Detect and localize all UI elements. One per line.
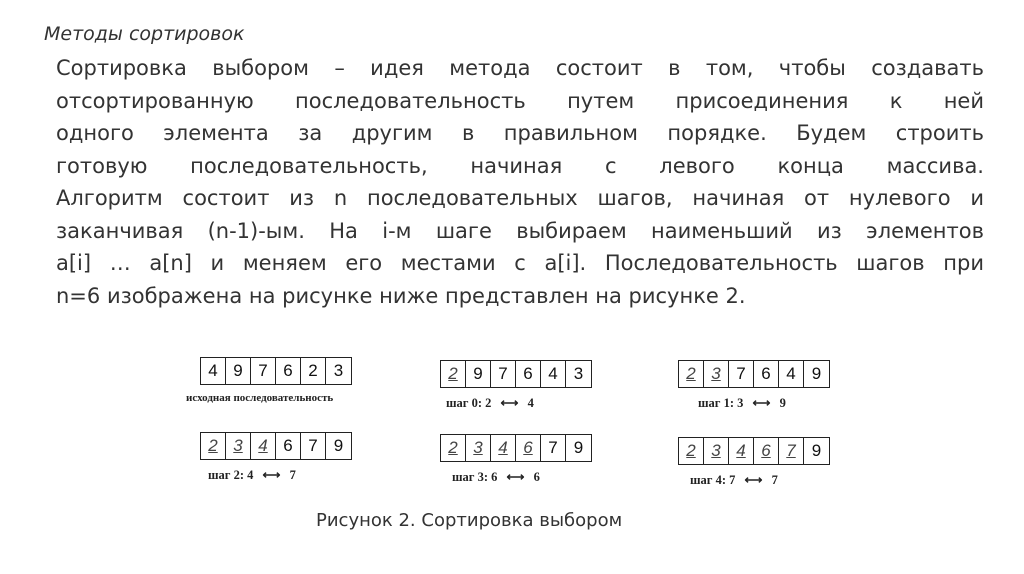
array-cell: 7 (729, 361, 754, 387)
array-cell: 6 (276, 433, 301, 459)
swap-from: 6 (491, 470, 498, 484)
paragraph-line: n=6 изображена на рисунке ниже представлен на рисунке 2. (56, 283, 746, 308)
array (200, 357, 352, 385)
step-caption (452, 469, 592, 485)
paragraph-line: одного элемента за другим в правильном порядке. Будем строить (56, 121, 984, 145)
array-cell: 3 (704, 438, 729, 464)
figure-caption: Рисунок 2. Сортировка выбором (316, 510, 623, 531)
step-caption (690, 472, 830, 488)
step-2 (200, 432, 352, 483)
slide-title: Методы сортировок (44, 23, 245, 45)
step-label: шаг 4: (690, 473, 727, 487)
swap-arrow-icon: ⟷ (752, 396, 771, 410)
array-cell: 2 (679, 361, 704, 387)
step-label: шаг 1: (698, 396, 735, 410)
swap-from: 3 (737, 396, 744, 410)
paragraph-line: Сортировка выбором – идея метода состоит в том, чтобы создавать (56, 56, 984, 80)
array-cell: 2 (301, 358, 326, 384)
array-cell: 7 (491, 361, 516, 387)
step-label: шаг 0: (446, 396, 483, 410)
array-cell: 4 (779, 361, 804, 387)
array (440, 360, 592, 388)
array-cell: 7 (779, 438, 804, 464)
array-cell: 2 (441, 435, 466, 461)
array-cell: 9 (226, 358, 251, 384)
step-caption: исходная последовательность (186, 392, 334, 404)
swap-arrow-icon: ⟷ (262, 468, 281, 482)
array-cell: 4 (729, 438, 754, 464)
step-caption (446, 395, 592, 411)
array-cell: 4 (201, 358, 226, 384)
swap-from: 7 (729, 473, 736, 487)
array-cell: 6 (516, 435, 541, 461)
swap-arrow-icon: ⟷ (744, 473, 763, 487)
array-cell: 6 (276, 358, 301, 384)
swap-arrow-icon: ⟷ (500, 396, 519, 410)
array-cell: 6 (754, 361, 779, 387)
array-cell: 4 (491, 435, 516, 461)
array-cell: 6 (754, 438, 779, 464)
swap-to: 9 (779, 396, 786, 410)
array (200, 432, 352, 460)
array-cell: 7 (251, 358, 276, 384)
array-cell: 6 (516, 361, 541, 387)
swap-from: 4 (247, 468, 254, 482)
array-cell: 9 (811, 441, 822, 460)
array-cell: 4 (541, 361, 566, 387)
array-cell: 2 (201, 433, 226, 459)
paragraph-line: Алгоритм состоит из n последовательных шагов, начиная от нулевого и (56, 186, 984, 210)
paragraph-line: заканчивая (n-1)-ым. На i-м шаге выбираем наименьший из элементов (56, 218, 984, 243)
swap-to: 4 (527, 396, 534, 410)
array-cell: 2 (441, 361, 466, 387)
array-cell: 9 (466, 361, 491, 387)
step-label: шаг 2: (208, 468, 245, 482)
swap-to: 7 (289, 468, 296, 482)
array-cell: 3 (704, 361, 729, 387)
swap-to: 6 (533, 470, 540, 484)
array-cell: 3 (226, 433, 251, 459)
array-cell: 9 (811, 364, 822, 383)
array-cell: 9 (333, 436, 344, 455)
paragraph-line: готовую последовательность, начиная с левого конца массива. (56, 153, 984, 178)
array-cell: 3 (333, 361, 344, 380)
array-cell: 4 (251, 433, 276, 459)
step-4 (678, 437, 830, 488)
sorting-figure (176, 345, 856, 505)
array (678, 360, 830, 388)
swap-to: 7 (771, 473, 778, 487)
array-cell: 7 (301, 433, 326, 459)
body-paragraph (56, 52, 984, 312)
paragraph-line: отсортированную последовательность путем присоединения к ней (56, 88, 984, 113)
array-cell: 3 (573, 364, 584, 383)
step-caption (698, 395, 830, 411)
swap-from: 2 (485, 396, 492, 410)
step-3 (440, 434, 592, 485)
array (440, 434, 592, 462)
array-cell: 9 (573, 438, 584, 457)
array (678, 437, 830, 465)
array-cell: 2 (679, 438, 704, 464)
array-cell: 3 (466, 435, 491, 461)
paragraph-line: a[i] … a[n] и меняем его местами с a[i]. Последовательность шагов при (56, 251, 984, 275)
step-label: шаг 3: (452, 470, 489, 484)
swap-arrow-icon: ⟷ (506, 470, 525, 484)
initial-sequence (186, 357, 352, 404)
step-1 (678, 360, 830, 411)
step-0 (440, 360, 592, 411)
step-caption (208, 467, 352, 483)
array-cell: 7 (541, 435, 566, 461)
